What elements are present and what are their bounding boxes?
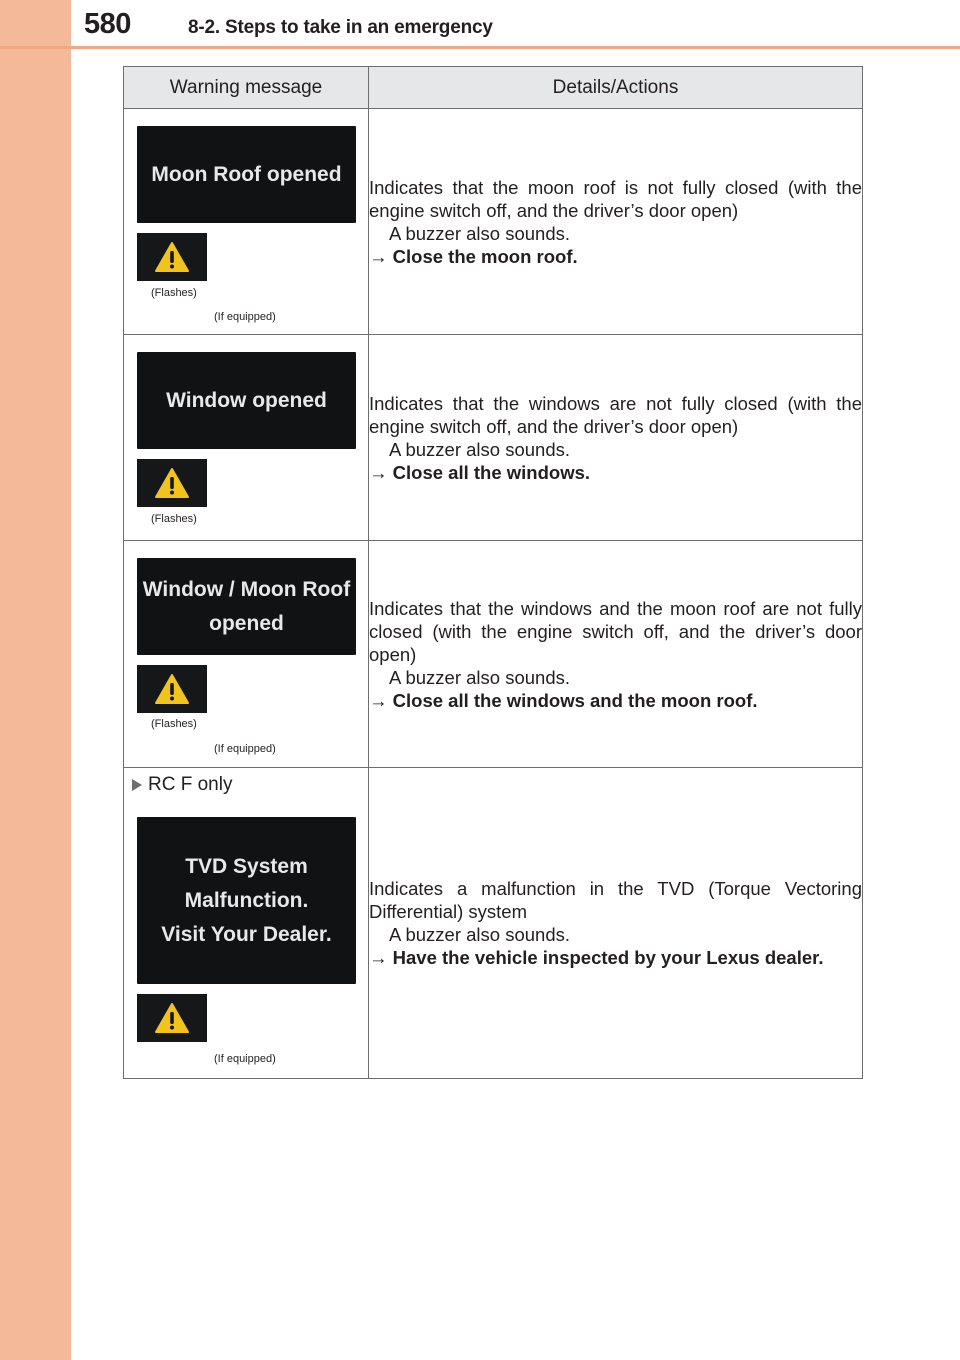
flashes-label: (Flashes)	[151, 718, 197, 730]
warning-triangle-icon	[154, 467, 190, 499]
action-text: → Have the vehicle inspected by your Lexus dealer.	[369, 947, 824, 968]
screen-line: Moon Roof opened	[151, 162, 342, 186]
screen-line: TVD System	[185, 854, 308, 878]
section-title: 8-2. Steps to take in an emergency	[188, 17, 493, 38]
details-cell	[369, 335, 863, 541]
warning-triangle-icon	[154, 241, 190, 273]
action-text: → Close all the windows.	[369, 461, 591, 483]
details-cell	[369, 541, 863, 768]
buzzer-note: A buzzer also sounds.	[389, 666, 570, 688]
buzzer-note: A buzzer also sounds.	[389, 222, 570, 244]
action-text: → Close all the windows and the moon roof.	[369, 689, 758, 711]
if-equipped-label: (If equipped)	[214, 311, 276, 323]
description-text: Indicates that the moon roof is not fully closed (with the engine switch off, and the driver’s door open)	[369, 176, 862, 221]
warning-light	[137, 233, 207, 281]
table-row	[124, 335, 863, 541]
warning-message-cell	[124, 541, 369, 768]
screen-line: Malfunction.	[184, 888, 309, 912]
table-row	[124, 768, 863, 1079]
buzzer-note: A buzzer also sounds.	[389, 438, 570, 460]
warning-light	[137, 459, 207, 507]
table-row	[124, 541, 863, 768]
warning-triangle-icon	[154, 1002, 190, 1034]
table-row	[124, 109, 863, 335]
display-screen	[137, 352, 356, 449]
screen-line: opened	[209, 611, 284, 635]
display-screen	[137, 126, 356, 223]
description-text: Indicates that the windows and the moon roof are not fully closed (with the engine switch off, and the driver’s door open)	[369, 597, 862, 665]
description-text: Indicates that the windows are not fully closed (with the engine switch off, and the driver’s door open)	[369, 392, 862, 437]
warning-message-cell	[124, 335, 369, 541]
model-label: RC F only	[148, 774, 233, 795]
model-note	[132, 774, 232, 796]
description-text: Indicates a malfunction in the TVD (Torque Vectoring Differential) system	[369, 878, 862, 922]
if-equipped-label: (If equipped)	[214, 743, 276, 755]
warning-message-cell	[124, 109, 369, 335]
warning-light	[137, 994, 207, 1042]
triangle-bullet-icon	[132, 779, 142, 791]
details-cell	[369, 109, 863, 335]
warning-triangle-icon	[154, 673, 190, 705]
screen-line: Window opened	[166, 388, 327, 412]
page-number: 580	[84, 8, 131, 40]
warning-table	[123, 66, 863, 1079]
action-text: → Close the moon roof.	[369, 245, 578, 267]
screen-line: Visit Your Dealer.	[161, 922, 332, 946]
screen-line: Window / Moon Roof	[142, 577, 351, 601]
flashes-label: (Flashes)	[151, 287, 197, 299]
display-screen	[137, 558, 356, 655]
if-equipped-label: (If equipped)	[214, 1053, 276, 1065]
details-cell	[369, 768, 863, 1079]
flashes-label: (Flashes)	[151, 513, 197, 525]
side-color-bar	[0, 0, 71, 1360]
display-screen	[137, 817, 356, 984]
header-rule	[0, 46, 960, 49]
warning-light	[137, 665, 207, 713]
column-header-details-actions: Details/Actions	[369, 67, 863, 109]
column-header-warning-message: Warning message	[124, 67, 369, 109]
buzzer-note: A buzzer also sounds.	[389, 924, 570, 945]
warning-message-cell	[124, 768, 369, 1079]
